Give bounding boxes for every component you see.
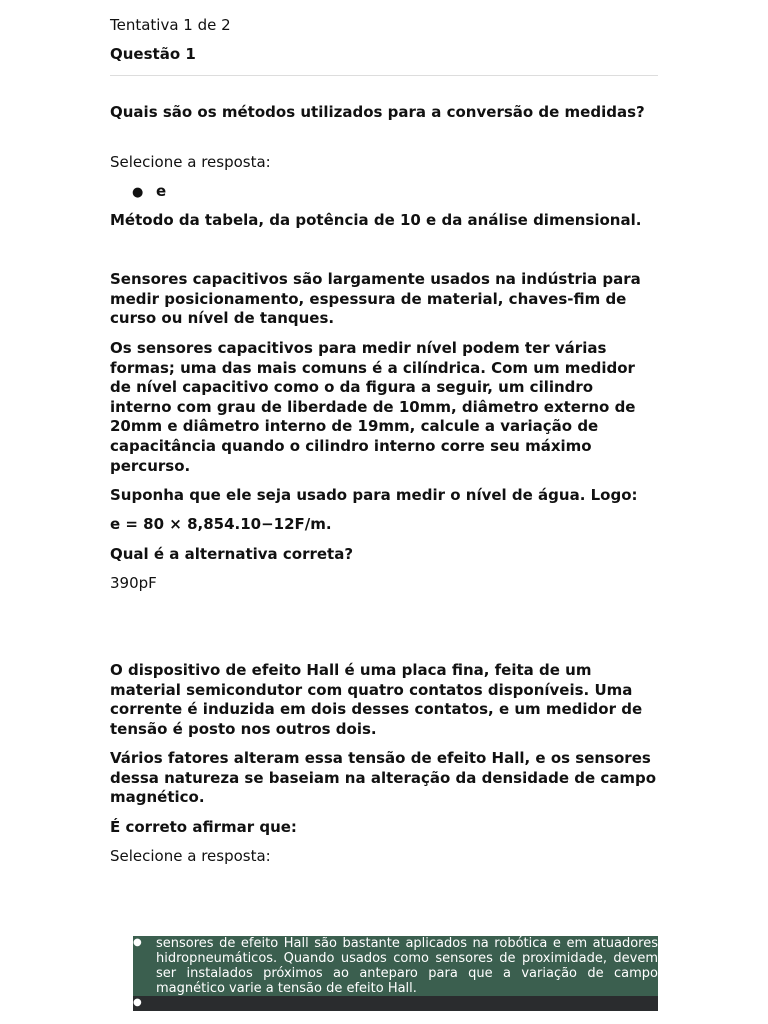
header-divider [110,75,658,76]
bullet-icon: ● [133,937,142,948]
q1-select-label: Selecione a resposta: [110,153,271,171]
q2-paragraph-2: Os sensores capacitivos para medir nível podem ter várias formas; uma das mais comuns é a cilíndrica. Com um medidor de nível capacitivo como o da figura a seguir, um cilindro interno com grau de liberdade de 10mm, diâmetro externo de 20mm e diâmetro interno de 19mm, calcule a variação de capacitância quando o cilindro interno corre seu máximo percurso. [110,339,636,475]
q1-bullet-item [132,182,166,203]
q2-paragraph-1: Sensores capacitivos são largamente usados na indústria para medir posicionamento, espessura de material, chaves-fim de curso ou nível de tanques. [110,270,641,328]
q3-paragraph-2: Vários fatores alteram essa tensão de efeito Hall, e os sensores dessa natureza se baseiam na alteração da densidade de campo magnético. [110,749,657,807]
q1-answer: Método da tabela, da potência de 10 e da análise dimensional. [110,211,642,229]
answer-option-empty[interactable] [133,996,658,1011]
answer-option[interactable] [133,936,658,996]
q3-select-label: Selecione a resposta: [110,847,271,865]
question-title: Questão 1 [110,45,196,63]
q2-question: Qual é a alternativa correta? [110,545,354,563]
q1-bullet-text: e [156,182,167,200]
q1-prompt: Quais são os métodos utilizados para a conversão de medidas? [110,103,645,121]
q2-paragraph-3: Suponha que ele seja usado para medir o nível de água. Logo: [110,486,638,504]
q2-answer: 390pF [110,574,157,592]
q3-paragraph-3: É correto afirmar que: [110,818,297,836]
bullet-icon: ● [132,185,144,200]
q3-paragraph-1: O dispositivo de efeito Hall é uma placa fina, feita de um material semicondutor com quatro contatos disponíveis. Uma corrente é induzida em dois desses contatos, e um medidor de tensão é posto nos outros dois. [110,661,643,738]
answer-option-list [133,936,658,1011]
answer-option-text: sensores de efeito Hall são bastante aplicados na robótica e em atuadores hidropneumáticos. Quando usados como sensores de proximidade, devem ser instalados próximos ao anteparo para que a variação de campo magnético varie a tensão de efeito Hall. [156,936,658,996]
bullet-icon: ● [133,997,142,1008]
attempt-counter: Tentativa 1 de 2 [110,16,231,34]
q2-formula: e = 80 × 8,854.10−12F/m. [110,515,332,533]
